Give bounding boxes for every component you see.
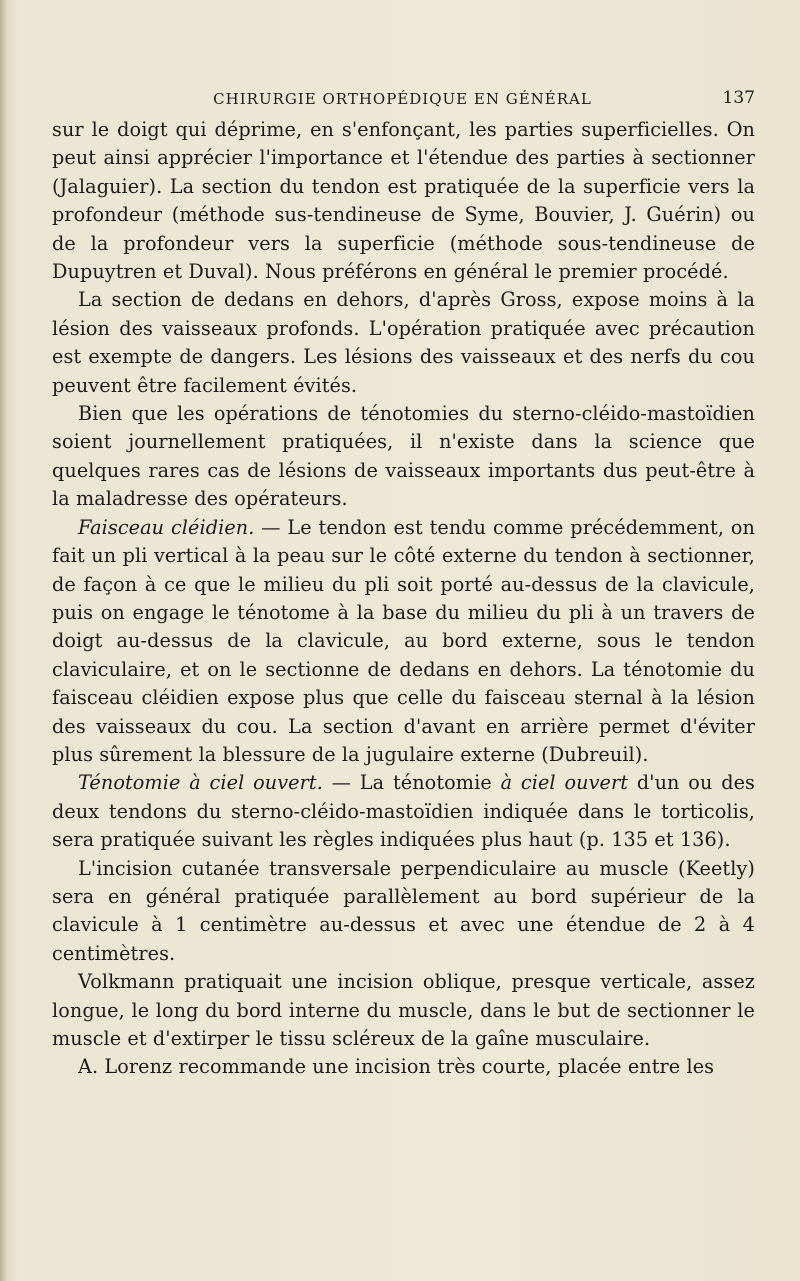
paragraph-tenotomie-ciel-ouvert [52,769,755,854]
paragraph-faisceau-cleidien [52,514,755,770]
section-title-faisceau-cleidien: Faisceau cléidien. [78,515,255,539]
body-text [52,116,755,1082]
paragraph-8: A. Lorenz recommande une incision très courte, placée entre les [78,1055,715,1079]
page-binding-edge [0,0,6,1281]
paragraph-7: Volkmann pratiquait une incision oblique, presque verticale, assez longue, le long du bord interne du muscle, dans le but de sectionner le muscle et d'extirper le tissu scléreux de la gaîne musculaire. [52,970,755,1050]
paragraph-4-text: — Le tendon est tendu comme précédemment, on fait un pli vertical à la peau sur le côté externe du tendon à sectionner, de façon à ce que le milieu du pli soit porté au-dessus de la clavicule, puis on engage le ténotome à la base du milieu du pli à un travers de doigt au-dessus de la clavicule, au bord externe, sous le tendon claviculaire, et on le sectionne de dedans en dehors. La ténotomie du faisceau cléidien expose plus que celle du faisceau sternal à la lésion des vaisseaux du cou. La section d'avant en arrière permet d'éviter plus sûrement la blessure de la jugulaire externe (Dubreuil). [52,515,755,766]
paragraph-5-text-a: — La ténotomie [322,771,501,795]
running-title: CHIRURGIE ORTHOPÉDIQUE EN GÉNÉRAL [213,90,592,108]
paragraph-3: Bien que les opérations de ténotomies du sterno-cléido-mastoïdien soient journellement pratiquées, il n'existe dans la science que quelques rares cas de lésions de vaisseaux importants dus peut-être à la maladresse des opérateurs. [52,402,755,511]
paragraph-6: L'incision cutanée transversale perpendiculaire au muscle (Keetly) sera en général pratiquée parallèlement au bord supérieur de la clavicule à 1 centimètre au-dessus et avec une étendue de 2 à 4 centimètres. [52,856,755,965]
running-head [50,88,755,112]
paragraph-1: sur le doigt qui déprime, en s'enfonçant, les parties superficielles. On peut ainsi apprécier l'importance et l'étendue des parties à sectionner (Jalaguier). La section du tendon est pratiquée de la superficie vers la profondeur (méthode sus-tendineuse de Syme, Bouvier, J. Guérin) ou de la profondeur vers la superficie (méthode sous-tendineuse de Dupuytren et Duval). Nous préférons en général le premier procédé. [52,118,755,284]
paragraph-5-text-b: d'un ou des deux tendons du sterno-cléido-mastoïdien indiquée dans le torticolis, sera pratiquée suivant les règles indiquées plus haut (p. 135 et 136). [52,771,755,852]
paragraph-5-emphasis: à ciel ouvert [500,771,629,795]
section-title-tenotomie-ciel-ouvert: Ténotomie à ciel ouvert. [78,771,323,795]
paragraph-2: La section de dedans en dehors, d'après Gross, expose moins à la lésion des vaisseaux profonds. L'opération pratiquée avec précaution est exempte de dangers. Les lésions des vaisseaux et des nerfs du cou peuvent être facilement évités. [52,288,755,397]
page-number: 137 [722,88,755,108]
